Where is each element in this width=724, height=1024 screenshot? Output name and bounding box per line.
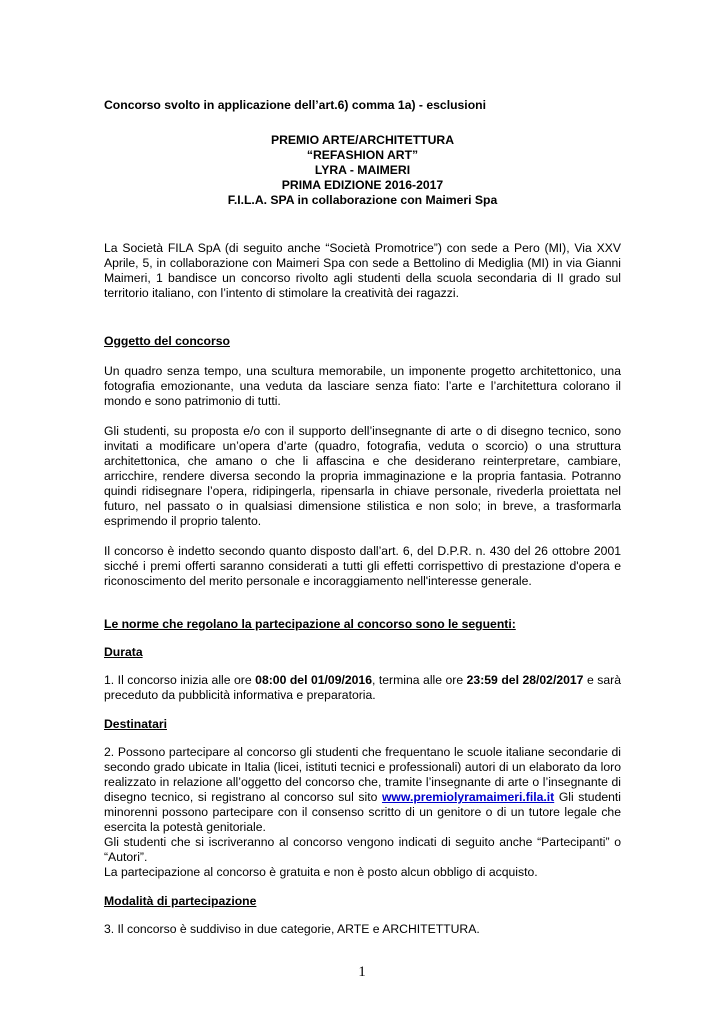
oggetto-paragraph-1: Un quadro senza tempo, una scultura memorabile, un imponente progetto architettonico, una fotografia emozionante, una veduta da lasciare senza fiato: l’arte e l’architettura colorano il mondo e sono patrimonio di tutti. <box>104 364 621 408</box>
modalita-paragraph-1: 3. Il concorso è suddiviso in due categorie, ARTE e ARCHITETTURA. <box>104 922 480 936</box>
oggetto-paragraph-2: Gli studenti, su proposta e/o con il supporto dell’insegnante di arte o di disegno tecnico, sono invitati a modificare un’opera d’arte (quadro, fotografia, veduta o scorcio) o una struttura architettonica, che amano o che li affascina e che desiderano reinterpretare, cambiare, arricchire, rendere diversa secondo la propria immaginazione e la propria fantasia. Potranno quindi ridisegnare l’opera, ridipingerla, ripensarla in chiave personale, rivederla proiettata nel futuro, nel passato o in qualsiasi dimensione stilistica e non solo; in breve, a trasformarla esprimendo il proprio talento. <box>104 424 621 528</box>
oggetto-paragraph-3: Il concorso è indetto secondo quanto disposto dall’art. 6, del D.P.R. n. 430 del 26 ottobre 2001 sicché i premi offerti saranno considerati a tutti gli effetti corrispettivo di prestazione d'opera e riconoscimento del merito personale e incoraggiamento nell'interesse generale. <box>104 544 621 588</box>
destinatari-paragraph-3: La partecipazione al concorso è gratuita e non è posto alcun obbligo di acquisto. <box>104 865 538 879</box>
destinatari-text-b: Gli studenti minorenni possono partecipare con il consenso scritto di un genitore o di un tutore legale che esercita la potestà genitoriale. <box>104 790 621 834</box>
durata-end: 23:59 del 28/02/2017 <box>466 673 584 687</box>
title-line: “REFASHION ART” <box>306 148 419 162</box>
intro-paragraph: La Società FILA SpA (di seguito anche “Società Promotrice”) con sede a Pero (MI), Via XXV Aprile, 5, in collaborazione con Maimeri Spa con sede a Bettolino di Mediglia (MI) in via Gianni Maimeri, 1 bandisce un concorso rivolto agli studenti della scuola secondaria di II grado sul territorio italiano, con l’intento di stimolare la creatività dei ragazzi. <box>104 241 621 300</box>
destinatari-paragraph-1 <box>104 745 621 835</box>
title-line: LYRA - MAIMERI <box>314 163 411 177</box>
section-heading-durata: Durata <box>104 645 143 659</box>
destinatari-paragraph-2: Gli studenti che si iscriveranno al concorso vengono indicati di seguito anche “Partecipanti” o “Autori”. <box>104 835 621 864</box>
durata-text-a: 1. Il concorso inizia alle ore <box>104 673 256 687</box>
title-line: PRIMA EDIZIONE 2016-2017 <box>281 178 444 192</box>
durata-text-c: e sarà preceduto da pubblicità informativa e preparatoria. <box>104 673 621 702</box>
section-heading-norme: Le norme che regolano la partecipazione al concorso sono le seguenti: <box>104 617 516 631</box>
title-line: F.I.L.A. SPA in collaborazione con Maimeri Spa <box>227 193 498 207</box>
section-heading-oggetto: Oggetto del concorso <box>104 334 230 348</box>
destinatari-text-a: 2. Possono partecipare al concorso gli studenti che frequentano le scuole italiane secondarie di secondo grado ubicate in Italia (licei, istituti tecnici e professionali) autori di un elaborato da loro realizzato in relazione all’oggetto del concorso che, tramite l’insegnante di arte o l’insegnante di disegno tecnico, si registrano al concorso sul sito <box>104 745 621 804</box>
section-heading-destinatari: Destinatari <box>104 717 167 731</box>
title-block <box>104 133 621 208</box>
page-number: 1 <box>358 964 366 980</box>
intro-heading: Concorso svolto in applicazione dell’art.6) comma 1a) - esclusioni <box>104 98 486 112</box>
durata-paragraph <box>104 673 621 703</box>
durata-text-b: , termina alle ore <box>371 673 467 687</box>
section-heading-modalita: Modalità di partecipazione <box>104 894 257 908</box>
title-line: PREMIO ARTE/ARCHITETTURA <box>270 133 455 147</box>
page-content <box>104 98 621 937</box>
website-link[interactable]: www.premiolyramaimeri.fila.it <box>381 790 555 804</box>
durata-start: 08:00 del 01/09/2016 <box>255 673 372 687</box>
